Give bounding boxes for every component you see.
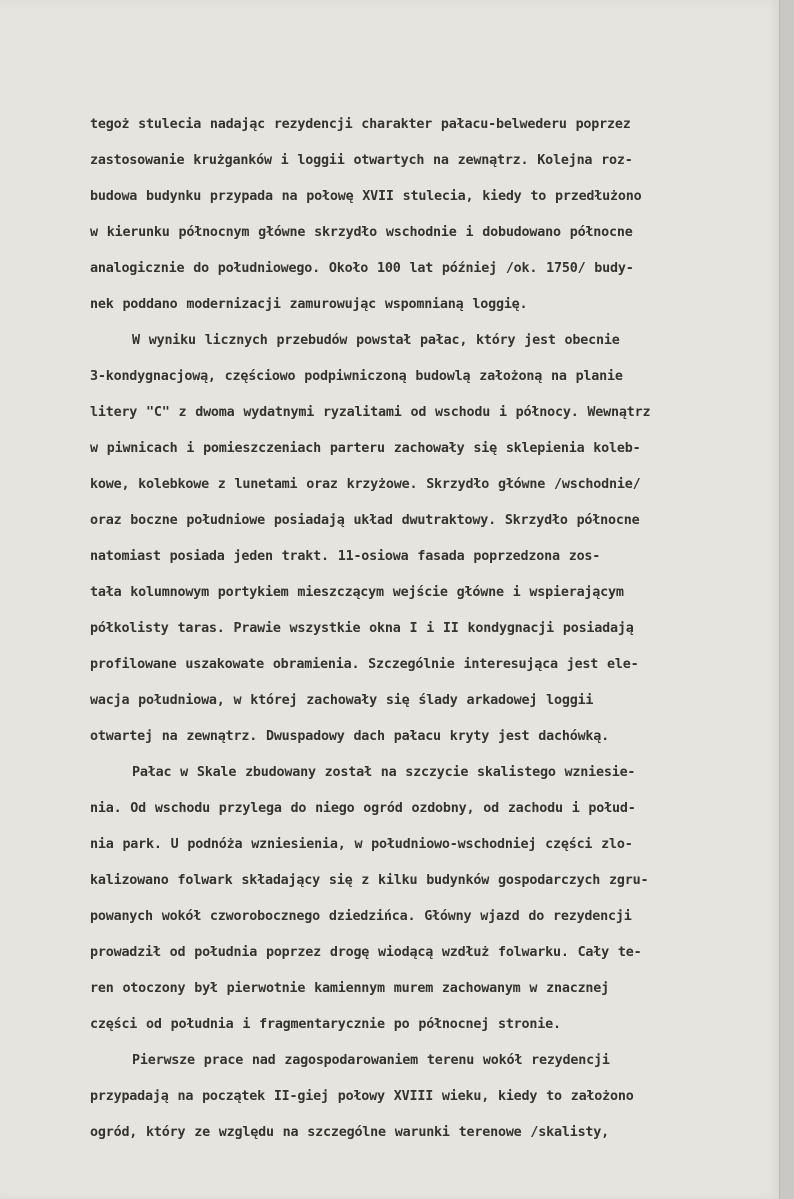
text-line: półkolisty taras. Prawie wszystkie okna I i II kondygnacji posiadają	[90, 621, 634, 636]
text-line: nia park. U podnóża wzniesienia, w południowo-wschodniej części zlo-	[90, 837, 633, 852]
text-line: budowa budynku przypada na połowę XVII stulecia, kiedy to przedłużono	[90, 189, 642, 204]
text-line: tegoż stulecia nadając rezydencji charakter pałacu-belwederu poprzez	[90, 117, 631, 132]
text-line: tała kolumnowym portykiem mieszczącym wejście główne i wspierającym	[90, 585, 624, 600]
text-line: litery "C" z dwoma wydatnymi ryzalitami od wschodu i północy. Wewnątrz	[90, 405, 651, 420]
text-line: analogicznie do południowego. Około 100 lat później /ok. 1750/ budy-	[90, 261, 634, 276]
text-line: części od południa i fragmentarycznie po północnej stronie.	[90, 1017, 561, 1032]
text-line: zastosowanie krużganków i loggii otwartych na zewnątrz. Kolejna roz-	[90, 153, 633, 168]
text-line: ogród, który ze względu na szczególne warunki terenowe /skalisty,	[90, 1125, 610, 1140]
text-line: natomiast posiada jeden trakt. 11-osiowa fasada poprzedzona zos-	[90, 549, 601, 564]
text-line: nia. Od wschodu przylega do niego ogród ozdobny, od zachodu i połud-	[90, 801, 636, 816]
text-line: W wyniku licznych przebudów powstał pałac, który jest obecnie	[132, 333, 620, 348]
text-line: kowe, kolebkowe z lunetami oraz krzyżowe. Skrzydło główne /wschodnie/	[90, 477, 641, 492]
text-line: przypadają na początek II-giej połowy XVIII wieku, kiedy to założono	[90, 1089, 634, 1104]
text-line: profilowane uszakowate obramienia. Szczególnie interesująca jest ele-	[90, 657, 639, 672]
text-line: oraz boczne południowe posiadają układ dwutraktowy. Skrzydło północne	[90, 513, 640, 528]
text-line: ren otoczony był pierwotnie kamiennym murem zachowanym w znacznej	[90, 981, 610, 996]
text-line: Pierwsze prace nad zagospodarowaniem terenu wokół rezydencji	[132, 1053, 610, 1068]
text-line: nek poddano modernizacji zamurowując wspomnianą loggię.	[90, 297, 528, 312]
paragraph-4	[90, 1043, 730, 1151]
text-line: wacja południowa, w której zachowały się ślady arkadowej loggii	[90, 693, 594, 708]
text-line: kalizowano folwark składający się z kilku budynków gospodarczych zgru-	[90, 873, 649, 888]
text-line: otwartej na zewnątrz. Dwuspadowy dach pałacu kryty jest dachówką.	[90, 729, 610, 744]
typewritten-text	[90, 107, 730, 1151]
text-line: powanych wokół czworobocznego dziedzińca. Główny wjazd do rezydencji	[90, 909, 632, 924]
text-line: 3-kondygnacjową, częściowo podpiwniczoną budowlą założoną na planie	[90, 369, 623, 384]
text-line: w piwnicach i pomieszczeniach parteru zachowały się sklepienia koleb-	[90, 441, 641, 456]
text-line: prowadził od południa poprzez drogę wiodącą wzdłuż folwarku. Cały te-	[90, 945, 642, 960]
paragraph-1	[90, 107, 730, 323]
text-line: Pałac w Skale zbudowany został na szczycie skalistego wzniesie-	[132, 765, 636, 780]
paragraph-3	[90, 755, 730, 1043]
paragraph-2	[90, 323, 730, 755]
text-line: w kierunku północnym główne skrzydło wschodnie i dobudowano północne	[90, 225, 633, 240]
page-edge	[779, 0, 794, 1199]
